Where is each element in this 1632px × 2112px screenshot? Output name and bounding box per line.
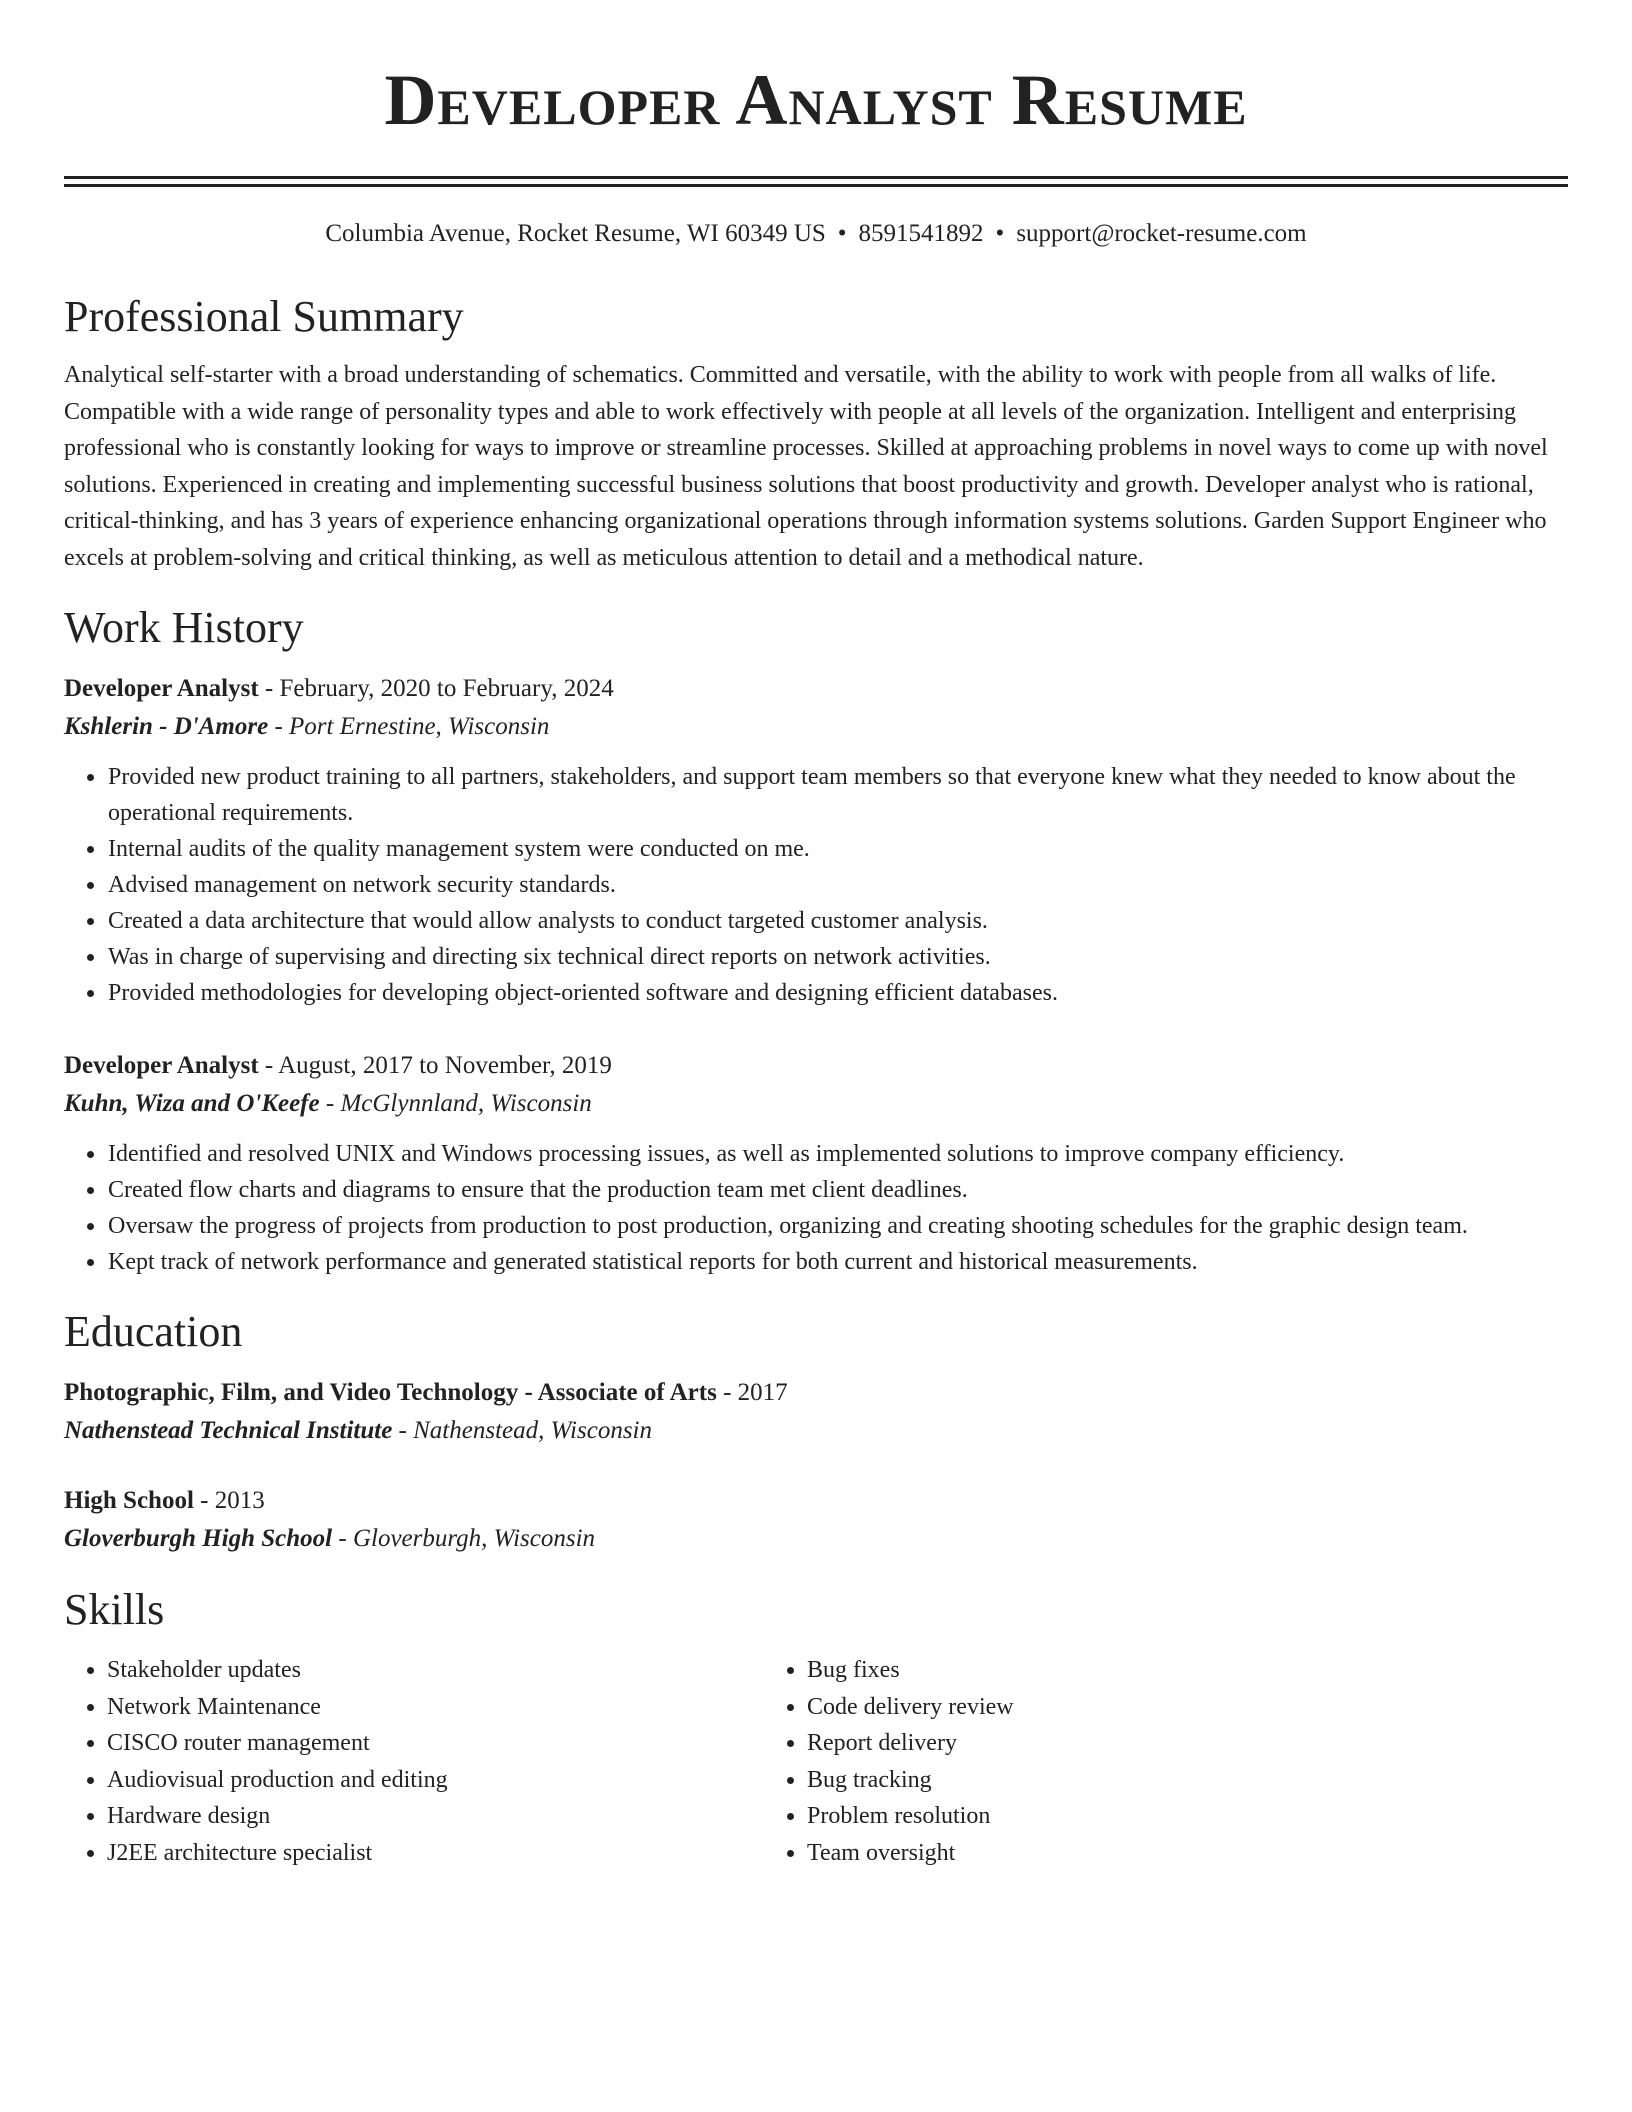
education-entry — [64, 1374, 1568, 1450]
summary-heading: Professional Summary — [64, 292, 464, 341]
dash: - — [193, 1487, 215, 1514]
list-item: • Kept track of network performance and generated statistical reports for both current and historical measurements. — [107, 1244, 1568, 1280]
list-item: • Created a data architecture that would allow analysts to conduct targeted customer analysis. — [107, 903, 1568, 939]
skill-item: • Hardware design — [107, 1798, 764, 1835]
job-title-line — [64, 670, 1568, 708]
skill-item: • Bug fixes — [807, 1652, 1464, 1689]
job-title: Developer Analyst — [64, 1052, 259, 1079]
school-line — [64, 1412, 1568, 1450]
degree: Photographic, Film, and Video Technology - Associate of Arts — [64, 1379, 717, 1406]
degree-line — [64, 1374, 1568, 1412]
school-location: Nathenstead, Wisconsin — [413, 1417, 653, 1444]
dash: - — [258, 1052, 279, 1079]
skill-item: • Report delivery — [807, 1725, 1464, 1762]
dash: - — [332, 1525, 353, 1552]
dash: - — [258, 675, 280, 702]
list-item: • Advised management on network security standards. — [107, 867, 1568, 903]
list-item: • Was in charge of supervising and directing six technical direct reports on network activities. — [107, 939, 1568, 975]
contact-separator: • — [837, 220, 847, 247]
education-entry — [64, 1482, 1568, 1558]
skill-item: • Team oversight — [807, 1835, 1464, 1872]
job-location: Port Ernestine, Wisconsin — [289, 713, 550, 740]
job-company: Kuhn, Wiza and O'Keefe — [64, 1090, 320, 1117]
job-bullets — [64, 759, 1568, 1011]
dash: - — [268, 713, 290, 740]
dash: - — [319, 1090, 341, 1117]
list-item: • Provided methodologies for developing object-oriented software and designing efficient databases. — [107, 975, 1568, 1011]
summary-text: Analytical self-starter with a broad understanding of schematics. Committed and versatile, with the ability to work with people from all walks of life. Compatible with a wide range of personality types and able to work effectively with people at all levels of the organization. Intelligent and enterprising professional who is constantly looking for ways to improve or streamline processes. Skilled at approaching problems in novel ways to come up with novel solutions. Experienced in creating and implementing successful business solutions that boost productivity and growth. Developer analyst who is rational, critical-thinking, and has 3 years of experience enhancing organizational operations through information systems solutions. Garden Support Engineer who excels at problem-solving and critical thinking, as well as meticulous attention to detail and a methodical nature. — [64, 362, 1548, 571]
skills-columns — [64, 1652, 1568, 1871]
dash: - — [392, 1417, 414, 1444]
education-heading: Education — [64, 1307, 243, 1356]
skill-item: • Network Maintenance — [107, 1689, 764, 1726]
school-location: Gloverburgh, Wisconsin — [352, 1525, 596, 1552]
job-company: Kshlerin - D'Amore — [64, 713, 269, 740]
contact-email: support@rocket-resume.com — [1016, 220, 1307, 247]
job-entry — [64, 670, 1568, 1011]
contact-separator: • — [995, 220, 1005, 247]
job-title: Developer Analyst — [64, 675, 259, 702]
school-line — [64, 1520, 1568, 1558]
contact-address: Columbia Avenue, Rocket Resume, WI 60349 US — [325, 220, 826, 247]
list-item: • Oversaw the progress of projects from production to post production, organizing and creating shooting schedules for the graphic design team. — [107, 1208, 1568, 1244]
skill-item: • Code delivery review — [807, 1689, 1464, 1726]
skills-heading: Skills — [64, 1585, 165, 1634]
skill-item: • Bug tracking — [807, 1762, 1464, 1799]
title-divider — [64, 176, 1568, 187]
job-dates: February, 2020 to February, 2024 — [279, 675, 614, 702]
degree-year: 2017 — [737, 1379, 788, 1406]
skill-item: • Audiovisual production and editing — [107, 1762, 764, 1799]
skill-item: • J2EE architecture specialist — [107, 1835, 764, 1872]
contact-phone: 8591541892 — [858, 220, 984, 247]
list-item: • Internal audits of the quality management system were conducted on me. — [107, 831, 1568, 867]
dash: - — [716, 1379, 738, 1406]
job-dates: August, 2017 to November, 2019 — [278, 1052, 612, 1079]
skill-item: • Problem resolution — [807, 1798, 1464, 1835]
list-item: • Identified and resolved UNIX and Windows processing issues, as well as implemented solutions to improve company efficiency. — [107, 1136, 1568, 1172]
school-name: Nathenstead Technical Institute — [64, 1417, 393, 1444]
degree-line — [64, 1482, 1568, 1520]
skills-list-left — [64, 1652, 764, 1871]
degree-year: 2013 — [214, 1487, 265, 1514]
page-title: Developer Analyst Resume — [384, 60, 1248, 140]
work-history-heading: Work History — [64, 603, 304, 652]
skill-item: • Stakeholder updates — [107, 1652, 764, 1689]
job-entry — [64, 1047, 1568, 1280]
skills-list-right — [764, 1652, 1464, 1871]
school-name: Gloverburgh High School — [64, 1525, 333, 1552]
list-item: • Created flow charts and diagrams to ensure that the production team met client deadlines. — [107, 1172, 1568, 1208]
contact-line — [64, 217, 1568, 251]
degree: High School — [64, 1487, 194, 1514]
job-location: McGlynnland, Wisconsin — [340, 1090, 592, 1117]
skill-item: • CISCO router management — [107, 1725, 764, 1762]
job-bullets — [64, 1136, 1568, 1280]
list-item: • Provided new product training to all partners, stakeholders, and support team members so that everyone knew what they needed to know about the operational requirements. — [107, 759, 1568, 831]
job-company-line — [64, 708, 1568, 746]
job-title-line — [64, 1047, 1568, 1085]
job-company-line — [64, 1085, 1568, 1123]
